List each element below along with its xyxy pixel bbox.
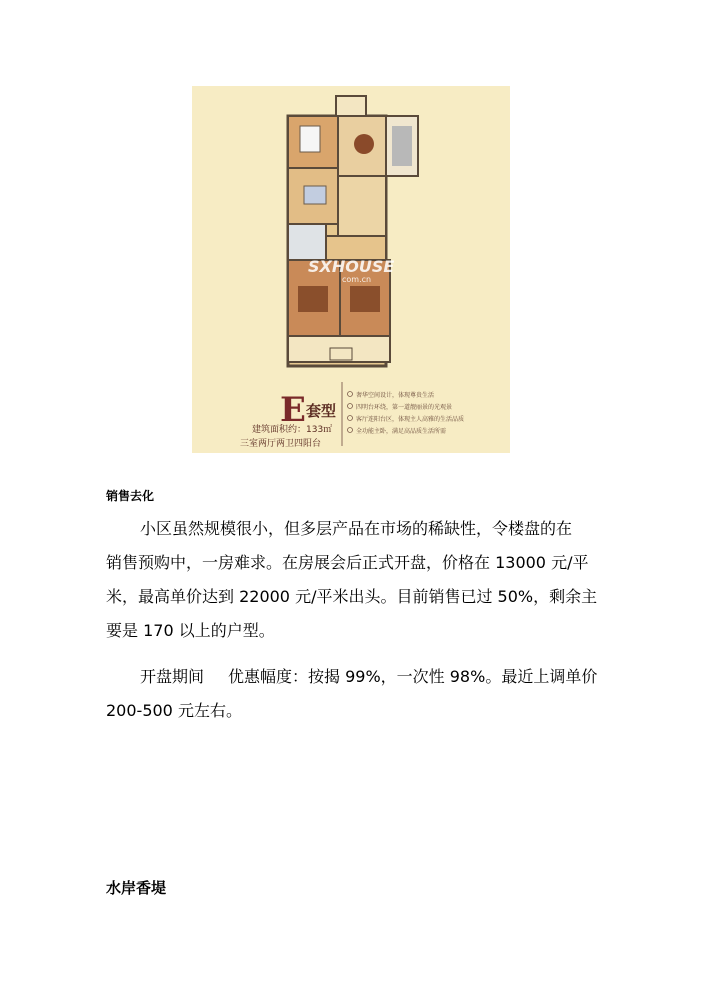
feature-2: 四明台环绕，第一道靓丽景的光观景 — [356, 404, 453, 411]
watermark-subtext: com.cn — [342, 275, 372, 284]
watermark-text: SXHOUSE — [308, 257, 395, 276]
sales-paragraph — [106, 512, 596, 648]
type-suffix: 套型 — [306, 402, 337, 420]
floor-plan-image — [192, 86, 510, 453]
paragraph-line — [106, 660, 596, 694]
opening-period-label: 开盘期间 — [140, 667, 205, 686]
discount-text: 优惠幅度：按揭 99%，一次性 98%。最近上调单价 — [228, 667, 598, 686]
paragraph-line: 200-500 元左右。 — [106, 701, 242, 720]
paragraph-line: 米，最高单价达到 22000 元/平米出头。目前销售已过 50%，剩余主 — [106, 587, 598, 606]
paragraph-line: 小区虽然规模很小，但多层产品在市场的稀缺性，令楼盘的在 — [140, 519, 573, 538]
feature-1: 奢华空间设计，体现尊贵生活 — [356, 392, 435, 399]
area-label: 建筑面积约：133㎡ — [252, 425, 333, 435]
feature-3: 客厅连阳台区，体现主人高雅的生活品质 — [356, 416, 465, 423]
section-heading-sales: 销售去化 — [106, 489, 155, 503]
paragraph-line: 销售预购中，一房难求。在房展会后正式开盘，价格在 13000 元/平 — [106, 553, 589, 572]
feature-4: 全功能主卧，满足高品质生活所需 — [356, 428, 447, 435]
layout-label: 三室两厅两卫四阳台 — [240, 439, 322, 449]
type-letter: E — [280, 390, 306, 430]
paragraph-line: 要是 170 以上的户型。 — [106, 621, 275, 640]
section-heading-project: 水岸香堤 — [106, 879, 167, 897]
discount-paragraph — [106, 660, 596, 728]
